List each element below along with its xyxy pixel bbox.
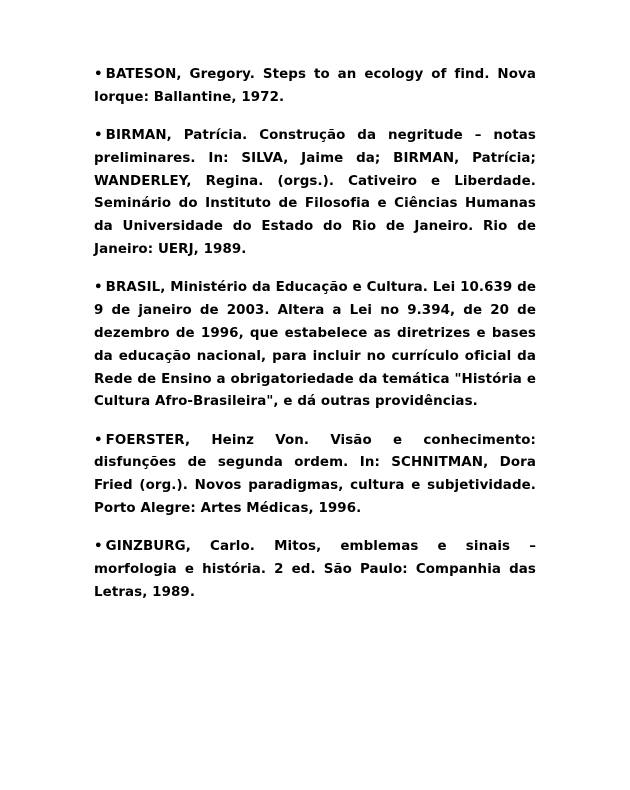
reference-entry <box>94 64 536 110</box>
reference-text: FOERSTER, Heinz Von. Visão e conhecimento: disfunções de segunda ordem. In: SCHNITMAN, Dora Fried (org.). Novos paradigmas, cultura e subjetividade. Porto Alegre: Artes Médicas, 1996. <box>94 432 536 517</box>
reference-entry <box>94 125 536 262</box>
bullet-icon: • <box>94 432 103 448</box>
bullet-icon: • <box>94 67 103 82</box>
reference-entry <box>94 430 536 521</box>
bullet-icon: • <box>94 128 103 144</box>
reference-text: BATESON, Gregory. Steps to an ecology of find. Nova Iorque: Ballantine, 1972. <box>94 67 536 105</box>
references-list <box>94 64 536 620</box>
bullet-icon: • <box>94 539 103 555</box>
reference-entry <box>94 536 536 604</box>
bullet-icon: • <box>94 280 103 296</box>
reference-entry <box>94 277 536 414</box>
reference-text: BRASIL, Ministério da Educação e Cultura. Lei 10.639 de 9 de janeiro de 2003. Altera a Lei no 9.394, de 20 de dezembro de 1996, que estabelece as diretrizes e bases da educação nacional, para incluir no currículo oficial da Rede de Ensino a obrigatoriedade da temática "História e Cultura Afro-Brasileira", e dá outras providências. <box>94 280 536 410</box>
reference-text: BIRMAN, Patrícia. Construção da negritude – notas preliminares. In: SILVA, Jaime da; BIRMAN, Patrícia; WANDERLEY, Regina. (orgs.). Cativeiro e Liberdade. Seminário do Instituto de Filosofia e Ciências Humanas da Universidade do Estado do Rio de Janeiro. Rio de Janeiro: UERJ, 1989. <box>94 128 536 258</box>
reference-text: GINZBURG, Carlo. Mitos, emblemas e sinais – morfologia e história. 2 ed. São Paulo: Companhia das Letras, 1989. <box>94 539 536 600</box>
